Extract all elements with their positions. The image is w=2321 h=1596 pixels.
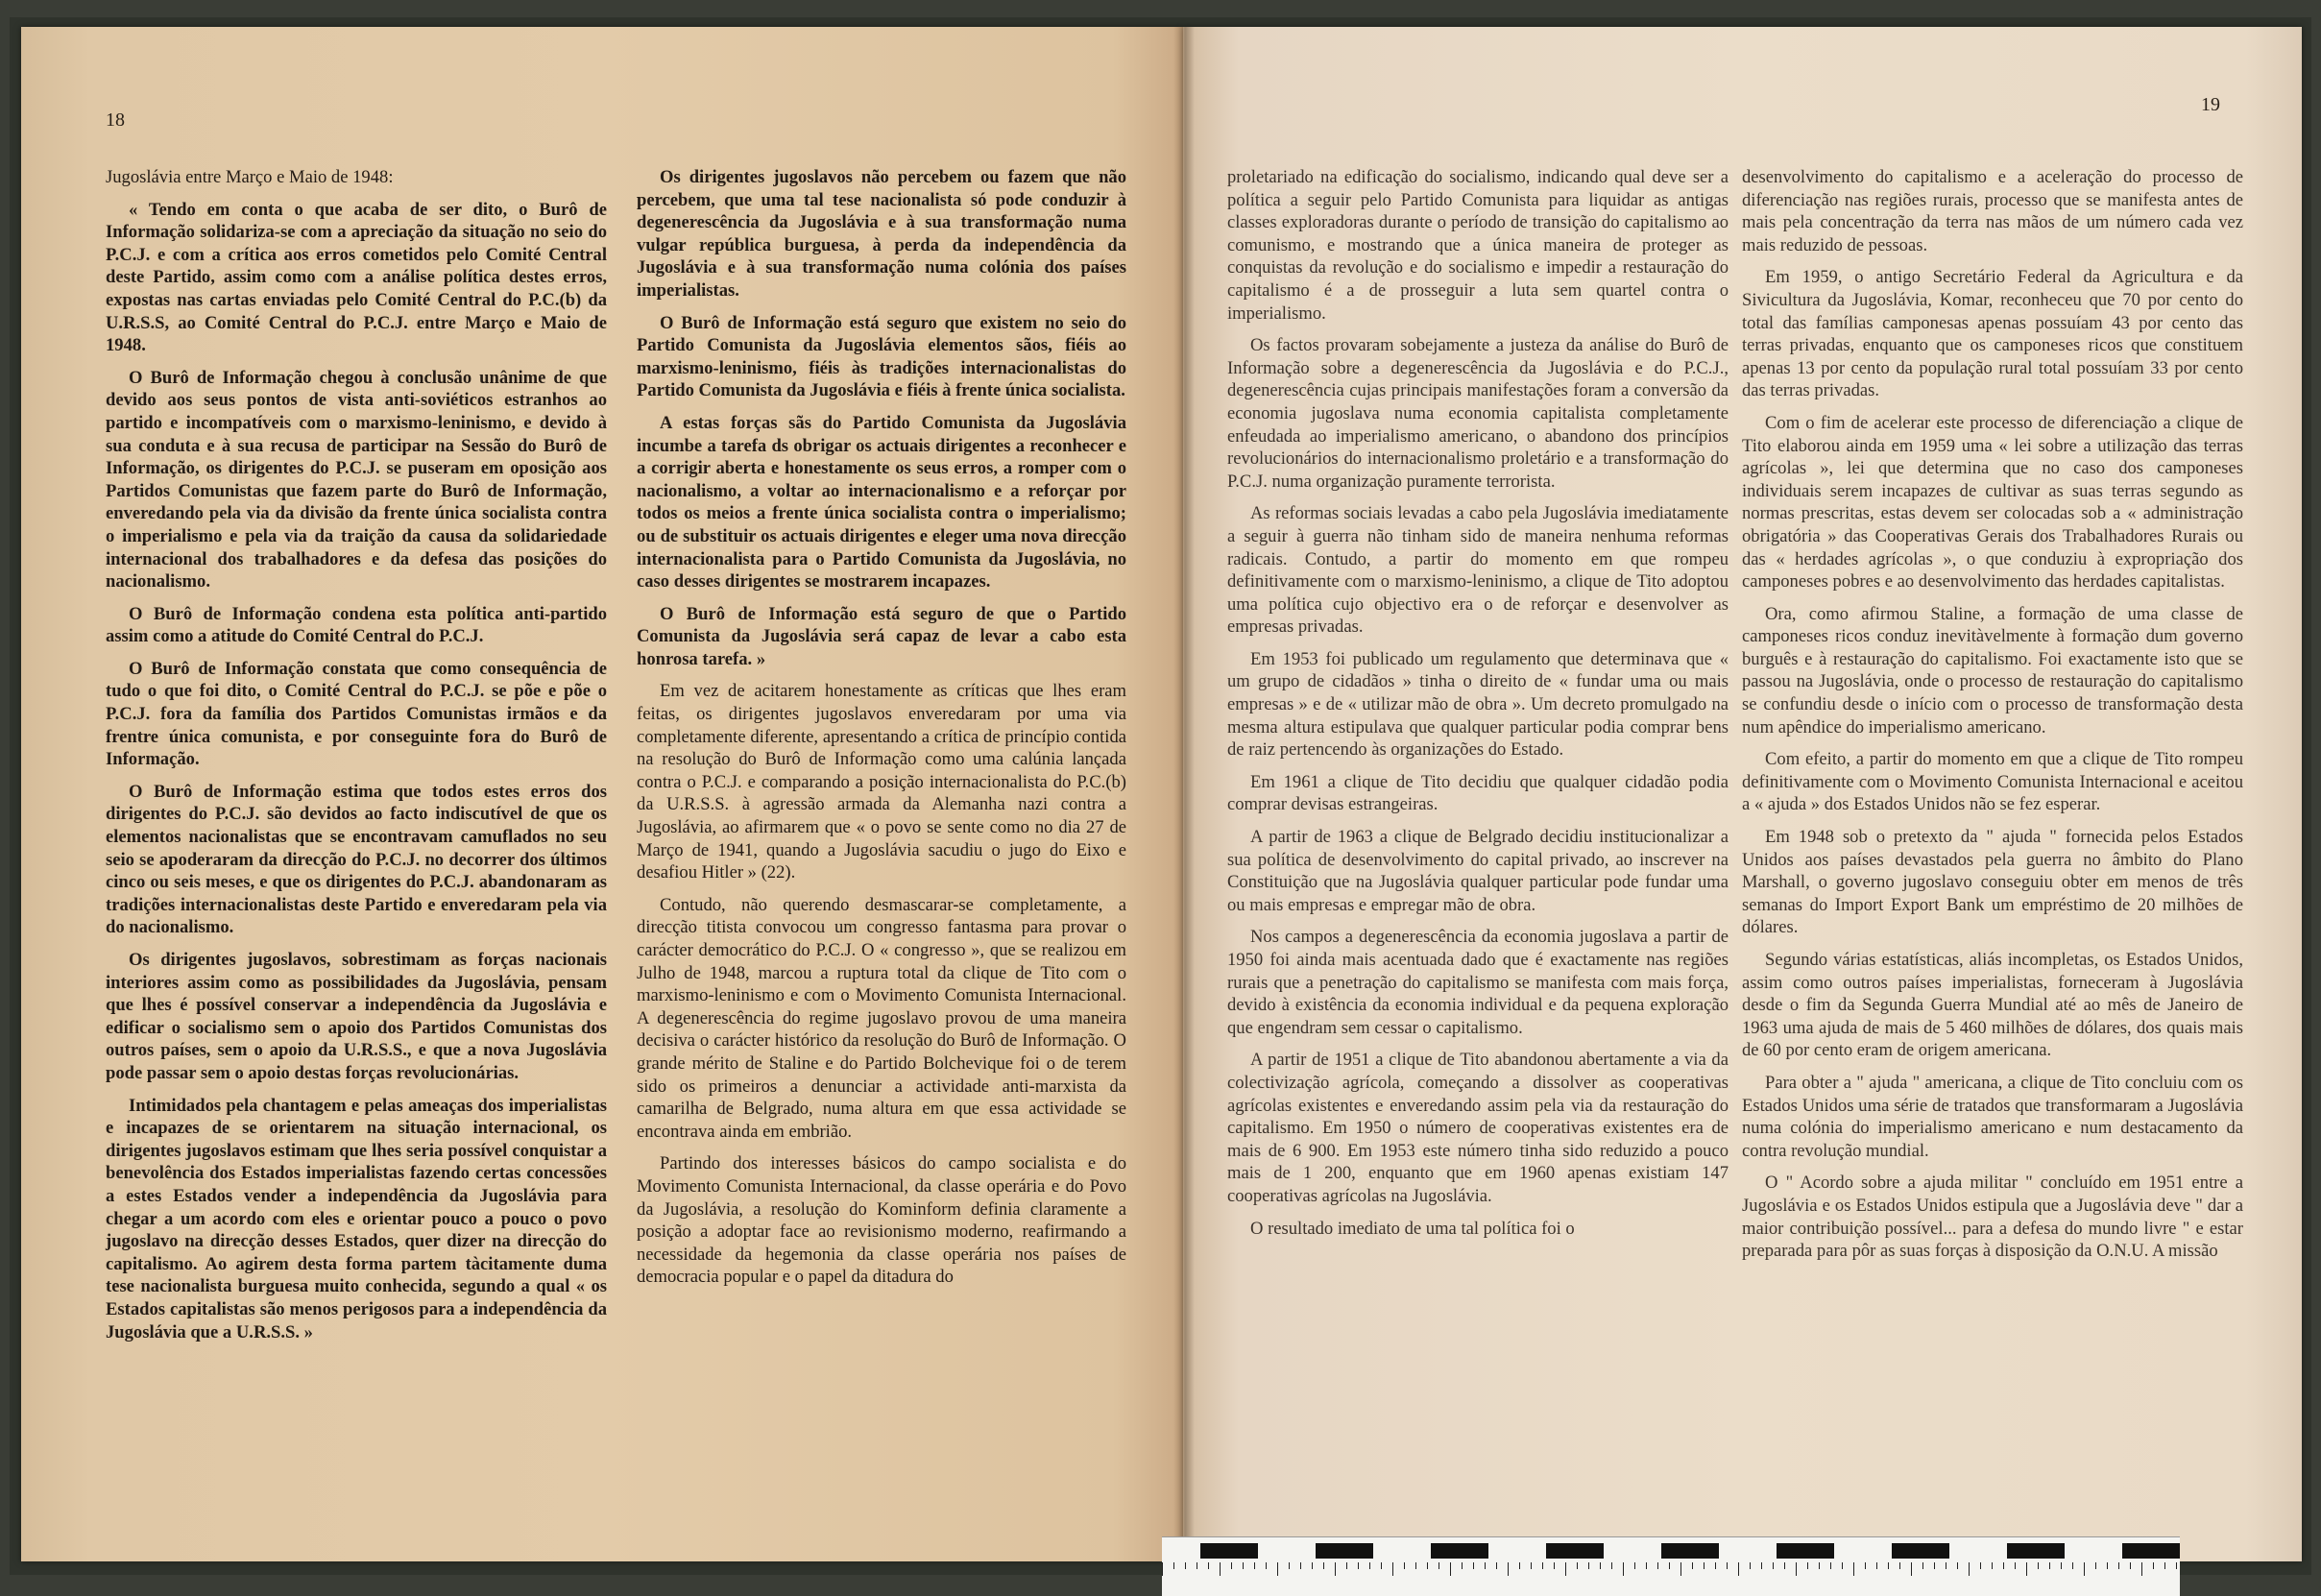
ruler-tick	[2084, 1562, 2085, 1576]
ruler-tick	[2015, 1562, 2016, 1569]
ruler-tick	[2061, 1562, 2062, 1569]
ruler-tick	[2072, 1562, 2073, 1569]
ruler-segment	[1661, 1543, 1719, 1559]
paragraph: O Burô de Informação constata que como consequência de tudo o que foi dito, o Comité Central do P.C.J. se põe e põe o P.C.J. fora da família dos Partidos Comunistas irmãos e da frentre única comunista, e por conseguinte fora do Burô de Informação.	[106, 658, 607, 770]
ruler-tick	[1450, 1562, 1451, 1576]
ruler-tick	[1750, 1562, 1751, 1569]
paragraph: Com o fim de acelerar este processo de diferenciação a clique de Tito elaborou ainda em 1959 uma « lei sobre a utilização das terras agrícolas », lei que determina que no caso dos camponeses individuais serem incapazes de cultivar as suas terras segundo as normas prescritas, estas devem ser colocadas sob a « administração obrigatória » das Cooperativas Gerais dos Trabalhadores Rurais ou das « herdades agrícolas », o que conduziu à expropriação dos camponeses pobres e ao desenvolvimento das herdades capitalistas.	[1742, 412, 2243, 592]
paragraph: A partir de 1963 a clique de Belgrado decidiu institucionalizar a sua política de desenvolvimento do capital privado, ao inscrever na Constituição que na Jugoslávia qualquer particular pode fundar uma ou mais empresas e empregar mão de obra.	[1227, 827, 1729, 915]
ruler-tick	[1577, 1562, 1578, 1569]
paragraph: O " Acordo sobre a ajuda militar " concluído em 1951 entre a Jugoslávia e os Estados Unidos estipula que a Jugoslávia deve " dar a maior contribuição possível... para a defesa do mundo livre " e estar preparada para pôr as suas forças à disposição da O.N.U. A missão	[1742, 1173, 2243, 1262]
page-number-left: 18	[106, 109, 125, 131]
ruler-tick	[1934, 1562, 1935, 1569]
ruler-tick	[2153, 1562, 2154, 1569]
ruler-segment	[1316, 1543, 1373, 1559]
ruler-tick	[1473, 1562, 1474, 1569]
ruler-tick	[1692, 1562, 1693, 1569]
ruler-tick	[1922, 1562, 1923, 1569]
ruler-tick	[1381, 1562, 1382, 1569]
left-page	[21, 27, 1183, 1561]
ruler-tick	[2130, 1562, 2131, 1569]
scale-ruler	[1162, 1536, 2180, 1596]
ruler-tick	[2118, 1562, 2119, 1569]
ruler-tick	[1220, 1562, 1221, 1576]
ruler-tick	[1312, 1562, 1313, 1569]
paragraph: A partir de 1951 a clique de Tito abandonou abertamente a via da colectivização agrícola, começando a dissolver as cooperativas agrícolas existentes e enveredando assim pela via da restauração do capitalismo. Em 1950 o número de cooperativas existentes era de mais de 6 900. Em 1953 este número tinha sido reduzido a pouco mais de 1 200, enquanto que em 1960 apenas existiam 147 cooperativas agrícolas na Jugoslávia.	[1227, 1050, 1729, 1206]
ruler-tick	[1231, 1562, 1232, 1569]
paragraph: Segundo várias estatísticas, aliás incompletas, os Estados Unidos, assim como outros países imperialistas, forneceram à Jugoslávia desde o fim da Segunda Guerra Mundial até ao mês de Janeiro de 1963 uma ajuda de mais de 5 460 milhões de dólares, dos quais mais de 60 por cento eram de origem americana.	[1742, 950, 2243, 1061]
ruler-tick	[1738, 1562, 1739, 1576]
ruler-tick	[1519, 1562, 1520, 1569]
page-number-right: 19	[2201, 94, 2220, 115]
ruler-tick	[1911, 1562, 1912, 1576]
paragraph: desenvolvimento do capitalismo e a aceleração do processo de diferenciação nas regiões rurais, processo que se manifesta antes de mais pela concentração da terra nas mãos de um número cada vez mais reduzido de pessoas.	[1742, 167, 2243, 255]
paragraph: O resultado imediato de uma tal política foi o	[1250, 1218, 1575, 1239]
ruler-tick	[1796, 1562, 1797, 1576]
paragraph: Em vez de acitarem honestamente as críticas que lhes eram feitas, os dirigentes jugoslavos enveredaram por uma via completamente diferente, apresentando a crítica de princípio contida na resolução do Burô de Informação como uma calúnia lançada contra o P.C.J. e comparando a posição internacionalista do P.C.(b) da U.R.S.S. à agressão armada da Alemanha nazi contra a Jugoslávia, ao afirmarem que « o povo se sente como no dia 27 de Março de 1941, quando a Jugoslávia sacudiu o jugo do Eixo e desafiou Hitler » (22).	[637, 681, 1126, 883]
ruler-tick	[1853, 1562, 1854, 1576]
ruler-tick	[1819, 1562, 1820, 1569]
ruler-tick	[1427, 1562, 1428, 1569]
ruler-tick	[1876, 1562, 1877, 1569]
ruler-tick	[1300, 1562, 1301, 1569]
paragraph: O Burô de Informação estima que todos estes erros dos dirigentes do P.C.J. são devidos ao facto indiscutível de que os elementos nacionalistas que se encontravam camuflados no seu seio se apoderaram da direcção do P.C.J. no decorrer dos últimos cinco ou seis meses, e que os dirigentes do P.C.J. abandonaram as tradições internacionalistas deste Partido e enveredaram pela via do nacionalismo.	[106, 781, 607, 938]
ruler-tick	[1969, 1562, 1970, 1576]
ruler-tick	[1289, 1562, 1290, 1569]
ruler-segment	[1546, 1543, 1604, 1559]
ruler-segment	[2122, 1543, 2180, 1559]
book-gutter	[1173, 27, 1195, 1561]
ruler-tick	[1266, 1562, 1267, 1569]
paragraph: Os dirigentes jugoslavos, sobrestimam as forças nacionais interiores assim como as possibilidades da Jugoslávia, pensam que lhes é possível conservar a independência da Jugoslávia e edificar o socialismo sem o apoio dos Partidos Comunistas dos outros países, sem o apoio da U.R.S.S., e que a nova Jugoslávia pode passar sem o apoio destas forças revolucionárias.	[106, 950, 607, 1083]
ruler-tick	[1888, 1562, 1889, 1569]
paragraph: proletariado na edificação do socialismo, indicando qual deve ser a política a seguir pelo Partido Comunista para liquidar as antigas classes exploradoras durante o período de transição do capitalismo ao comunismo, e mostrando que a única maneira de proteger as conquistas da revolução e do socialismo e impedir a restauração do capitalismo é a de prosseguir a luta sem quartel contra o imperialismo.	[1227, 167, 1729, 324]
ruler-tick	[2107, 1562, 2108, 1569]
ruler-tick	[1162, 1562, 1163, 1576]
ruler-tick	[1899, 1562, 1900, 1569]
right-column-1	[1227, 166, 1729, 1249]
ruler-segment	[1200, 1543, 1258, 1559]
ruler-tick	[1185, 1562, 1186, 1569]
ruler-tick	[1980, 1562, 1981, 1569]
ruler-segment	[1777, 1543, 1834, 1559]
ruler-tick	[1323, 1562, 1324, 1569]
ruler-tick	[2026, 1562, 2027, 1576]
paragraph: O Burô de Informação está seguro de que o Partido Comunista da Jugoslávia será capaz de levar a cabo esta honrosa tarefa. »	[637, 603, 1126, 669]
ruler-tick	[2164, 1562, 2165, 1569]
ruler-tick	[2141, 1562, 2142, 1576]
ruler-tick	[1565, 1562, 1566, 1576]
ruler-tick	[2038, 1562, 2039, 1569]
ruler-tick	[1657, 1562, 1658, 1569]
paragraph: Contudo, não querendo desmascarar-se completamente, a direcção titista convocou um congresso fantasma para provar o carácter democrático do P.C.J. O « congresso », que se realizou em Julho de 1948, marcou a ruptura total da clique de Tito com o marxismo-leninismo e com o Movimento Comunista Internacional. A degenerescência do regime jugoslavo provou de uma maneira decisiva o carácter histórico da resolução do Burô de Informação. O grande mérito de Staline e do Partido Bolchevique foi o de terem sido os primeiros a denunciar a actividade anti-marxista da camarilha de Belgrado, numa altura em que essa actividade se encontrava ainda em embrião.	[637, 894, 1126, 1142]
ruler-tick	[1807, 1562, 1808, 1569]
ruler-tick	[1761, 1562, 1762, 1569]
ruler-tick	[1542, 1562, 1543, 1569]
paragraph: Os factos provaram sobejamente a justeza da análise do Burô de Informação sobre a degenerescência da Jugoslávia e do P.C.J., degenerescência cujas principais manifestações foram a conversão da economia jugoslava numa economia capitalista completamente enfeudada ao imperialismo americano, o abandono dos princípios revolucionários do internacionalismo proletário e a transformação do P.C.J. numa organização puramente terrorista.	[1227, 335, 1729, 492]
ruler-segment	[1892, 1543, 1949, 1559]
ruler-tick	[1415, 1562, 1416, 1569]
left-column-1	[106, 166, 607, 1353]
ruler-tick	[1554, 1562, 1555, 1569]
ruler-tick	[2176, 1562, 2177, 1569]
ruler-tick	[2003, 1562, 2004, 1569]
left-column-2	[637, 166, 1126, 1298]
paragraph: O Burô de Informação condena esta política anti-partido assim como a atitude do Comité Central do P.C.J.	[106, 603, 607, 647]
ruler-tick	[1485, 1562, 1486, 1569]
paragraph: Em 1953 foi publicado um regulamento que determinava que « um grupo de cidadãos » tinha o direito de « fundar uma ou mais empresas » e de « utilizar mão de obra ». Um decreto promulgado na mesma altura estipulava que qualquer particular podia comprar bens de raiz pertencendo às organizações do Estado.	[1227, 648, 1729, 761]
ruler-segment	[1431, 1543, 1488, 1559]
ruler-tick	[1727, 1562, 1728, 1569]
ruler-tick	[1208, 1562, 1209, 1569]
ruler-tick	[1830, 1562, 1831, 1569]
ruler-tick	[1784, 1562, 1785, 1569]
ruler-tick	[1496, 1562, 1497, 1569]
paragraph: « Tendo em conta o que acaba de ser dito, o Burô de Informação solidariza-se com a apreciação da situação no seio do P.C.J. e com a crítica aos erros cometidos pelo Comité Central deste Partido, assim como com a análise política destes erros, expostas nas cartas enviadas pelo Comité Central do P.C.(b) da U.R.S.S, ao Comité Central do P.C.J. entre Março e Maio de 1948.	[106, 199, 607, 356]
ruler-tick	[1335, 1562, 1336, 1576]
ruler-tick	[1508, 1562, 1509, 1576]
paragraph: As reformas sociais levadas a cabo pela Jugoslávia imediatamente a seguir à guerra não tinham sido de maneira nenhuma reformas radicais. Contudo, a partir do momento em que rompeu definitivamente com o marxismo-leninismo, a clique de Tito adoptou uma política cujo objectivo era o de reforçar e desenvolver as empresas privadas.	[1227, 503, 1729, 638]
ruler-tick	[1254, 1562, 1255, 1569]
paragraph: Para obter a " ajuda " americana, a clique de Tito concluiu com os Estados Unidos uma série de tratados que transformaram a Jugoslávia numa colónia do imperialismo americano e num destacamento da contra revolução mundial.	[1742, 1072, 2243, 1161]
paragraph: Em 1948 sob o pretexto da " ajuda " fornecida pelos Estados Unidos aos países devastados pela guerra no âmbito do Plano Marshall, o governo jugoslavo conseguiu obter em menos de três semanas do Import Export Bank um empréstimo de 20 milhões de dólares.	[1742, 827, 2243, 938]
paragraph: A estas forças sãs do Partido Comunista da Jugoslávia incumbe a tarefa ds obrigar os actuais dirigentes a reconhecer e a corrigir aberta e honestamente os seus erros, a romper com o nacionalismo, a voltar ao internacionalismo e a reforçar por todos os meios a frente única socialista contra o imperialismo; ou de substituir os actuais dirigentes e eleger uma nova direcção internacionalista para o Partido Comunista da Jugoslávia, no caso desses dirigentes se mostrarem incapazes.	[637, 412, 1126, 592]
ruler-tick	[1623, 1562, 1624, 1576]
ruler-tick	[1865, 1562, 1866, 1569]
ruler-tick	[2095, 1562, 2096, 1569]
ruler-tick	[1680, 1562, 1681, 1576]
ruler-tick	[1462, 1562, 1463, 1569]
ruler-tick	[1531, 1562, 1532, 1569]
paragraph: O Burô de Informação chegou à conclusão unânime de que devido aos seus pontos de vista anti-soviéticos estranhos ao partido e incompatíveis com o marxismo-leninismo, e devido à sua conduta e à sua recusa de participar na Sessão do Burô de Informação, os dirigentes do P.C.J. se puseram em oposição aos Partidos Comunistas que fazem parte do Burô de Informação, enveredando pela via da divisão da frente única socialista contra o imperialismo e pela via da traição da causa da solidariedade internacional dos trabalhadores e da defesa das posições do nacionalismo.	[106, 367, 607, 592]
paragraph: Em 1961 a clique de Tito decidiu que qualquer cidadão podia comprar devisas estrangeiras.	[1227, 771, 1729, 815]
ruler-tick	[1715, 1562, 1716, 1569]
ruler-tick	[1646, 1562, 1647, 1569]
paragraph: Os dirigentes jugoslavos não percebem ou fazem que não percebem, que uma tal tese nacionalista só pode conduzir à degenerescência da Jugoslávia e à sua transformação numa vulgar república burguesa, à perda da independência da Jugoslávia e à sua transformação numa colónia dos países imperialistas.	[637, 167, 1126, 301]
paragraph: Nos campos a degenerescência da economia jugoslava a partir de 1950 foi ainda mais acentuada dado que é exactamente nas regiões rurais que a penetração do capitalismo se manifesta com mais força, devido à existência da economia individual e da pequena exploração que engendram sem cessar o capitalismo.	[1227, 927, 1729, 1038]
ruler-segment	[2007, 1543, 2065, 1559]
paragraph: Partindo dos interesses básicos do campo socialista e do Movimento Comunista Internacional, da classe operária e do Povo da Jugoslávia, a resolução do Kominform definia claramente a posição a adoptar face ao revisionismo moderno, reafirmando a necessidade da hegemonia da classe operária nos países de democracia popular e o papel da ditadura do	[637, 1153, 1126, 1288]
ruler-tick	[1358, 1562, 1359, 1569]
ruler-tick	[1842, 1562, 1843, 1569]
ruler-tick	[1773, 1562, 1774, 1569]
ruler-tick	[1277, 1562, 1278, 1576]
ruler-tick	[1588, 1562, 1589, 1569]
ruler-tick	[1669, 1562, 1670, 1569]
paragraph: O Burô de Informação está seguro que existem no seio do Partido Comunista da Jugoslávia elementos sãos, fiéis ao marxismo-leninismo, fiéis às tradições internacionalistas do Partido Comunista da Jugoslávia e fiéis à frente única socialista.	[637, 312, 1126, 401]
ruler-tick	[1634, 1562, 1635, 1569]
paragraph: Com efeito, a partir do momento em que a clique de Tito rompeu definitivamente com o Movimento Comunista Internacional e aceitou a « ajuda » dos Estados Unidos não se fez esperar.	[1742, 749, 2243, 815]
ruler-tick	[1600, 1562, 1601, 1569]
ruler-tick	[1243, 1562, 1244, 1569]
right-page	[1183, 27, 2302, 1561]
ruler-tick	[1173, 1562, 1174, 1569]
ruler-tick	[1992, 1562, 1993, 1569]
ruler-tick	[1611, 1562, 1612, 1569]
ruler-tick	[1392, 1562, 1393, 1576]
ruler-tick	[1404, 1562, 1405, 1569]
paragraph: Em 1959, o antigo Secretário Federal da Agricultura e da Sivicultura da Jugoslávia, Komar, reconheceu que 70 por cento do total das famílias camponesas apenas possuíam 43 por cento das terras privadas, enquanto que os camponeses ricos que constituem apenas 13 por cento da população rural total possuíam 33 por cento das terras privadas.	[1742, 267, 2243, 401]
paragraph: Intimidados pela chantagem e pelas ameaças dos imperialistas e incapazes de se orientarem na situação internacional, os dirigentes jugoslavos estimam que lhes seria possível conquistar a benevolência dos Estados imperialistas fazendo certas concessões a estes Estados vender a independência da Jugoslávia para chegar a um acordo com eles e orientar pouco a pouco o povo jugoslavo na direcção desses Estados, quer dizer na direcção do capitalismo. Ao agirem desta forma partem tàcitamente duma tese nacionalista burguesa muito conhecida, segundo a qual « os Estados capitalistas são menos perigosos para a independência da Jugoslávia que a U.R.S.S. »	[106, 1095, 607, 1342]
ruler-tick	[1957, 1562, 1958, 1569]
paragraph: Jugoslávia entre Março e Maio de 1948:	[106, 167, 394, 187]
ruler-tick	[2049, 1562, 2050, 1569]
ruler-tick	[1369, 1562, 1370, 1569]
ruler-tick	[1346, 1562, 1347, 1569]
right-column-2	[1742, 166, 2243, 1272]
paragraph: Ora, como afirmou Staline, a formação de uma classe de camponeses ricos conduz inevitàvelmente à formação dum governo burguês e à restauração do capitalismo. Foi exactamente isto que se passou na Jugoslávia, onde o processo de restauração do capitalismo se confundiu desde o início com o processo de transformação desta num apêndice do imperialismo americano.	[1742, 603, 2243, 738]
